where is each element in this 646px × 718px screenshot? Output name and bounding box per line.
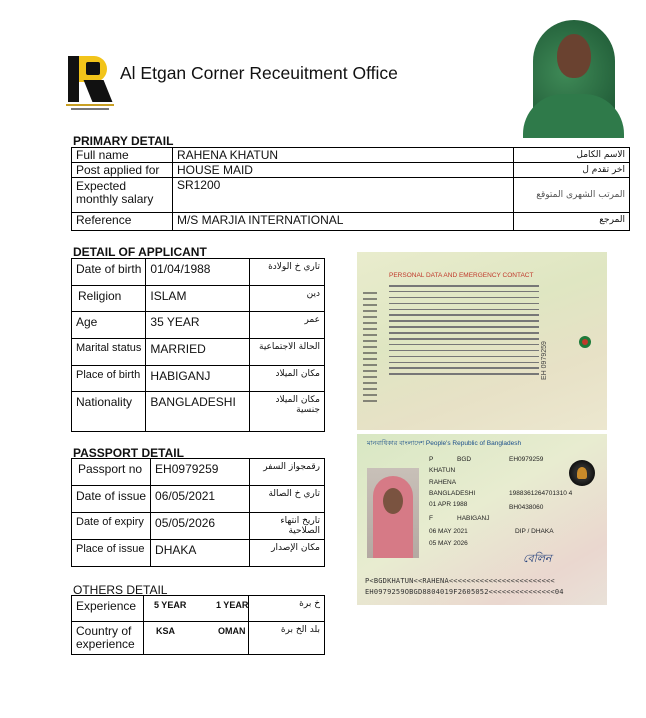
field-value: ISLAM <box>146 285 250 312</box>
field-value: HOUSE MAID <box>172 163 513 178</box>
field-label: Marital status <box>72 339 146 366</box>
passport-personal-no: 1988361264701310 4 <box>509 490 573 497</box>
field-label-arabic: تاري خ الولادة <box>250 259 325 286</box>
field-label-arabic: المرجع <box>514 213 630 231</box>
field-label: Religion <box>72 285 146 312</box>
passport-country-code: BGD <box>457 456 472 463</box>
table-row <box>72 163 630 178</box>
table-row <box>72 285 325 312</box>
passport-photo <box>367 468 419 558</box>
field-label: Passport no <box>72 459 151 486</box>
passport-given-name: RAHENA <box>429 479 457 486</box>
field-label-arabic: دين <box>250 285 325 312</box>
passport-previous-no: BH0438060 <box>509 504 544 511</box>
field-label-arabic: بلد الخ برة <box>249 622 325 655</box>
field-label: Post applied for <box>72 163 173 178</box>
passport-number-vertical: EH 0979259 <box>541 341 548 380</box>
field-value: BANGLADESHI <box>146 392 250 432</box>
field-label: Place of issue <box>72 540 151 567</box>
field-label: Place of birth <box>72 365 146 392</box>
passport-data-page <box>357 252 607 430</box>
table-row <box>72 486 325 513</box>
table-row <box>72 540 325 567</box>
field-label-arabic: تاري خ الصالة <box>249 486 324 513</box>
field-label-arabic: خ برة <box>249 596 325 622</box>
passport-issue-date: 06 MAY 2021 <box>429 528 468 535</box>
field-value: MARRIED <box>146 339 250 366</box>
field-label-arabic: الحالة الاجتماعية <box>250 339 325 366</box>
table-row <box>72 459 325 486</box>
primary-detail-table <box>71 147 630 231</box>
passport-scan <box>357 252 607 605</box>
field-label-arabic: مكان الميلاد جنسية <box>250 392 325 432</box>
field-label: Date of expiry <box>72 513 151 540</box>
passport-detail-table <box>71 458 325 567</box>
passport-mrz-line-1: P<BGDKHATUN<<RAHENA<<<<<<<<<<<<<<<<<<<<<<<< <box>365 577 555 585</box>
field-label: Date of issue <box>72 486 151 513</box>
passport-emblem-icon <box>569 460 595 486</box>
field-value: 01/04/1988 <box>146 259 250 286</box>
field-label-arabic: رقمجواز السفر <box>249 459 324 486</box>
bangladesh-flag-icon <box>579 336 591 348</box>
passport-type: P <box>429 456 434 463</box>
passport-sex: F <box>429 515 433 522</box>
field-value: HABIGANJ <box>146 365 250 392</box>
field-label-arabic: عمر <box>250 312 325 339</box>
others-detail-table <box>71 595 325 655</box>
table-row <box>72 148 630 163</box>
experience-value-1: 5 YEAR <box>153 600 187 610</box>
passport-authority: DIP / DHAKA <box>515 528 554 535</box>
field-label-arabic: مكان الإصدار <box>249 540 324 567</box>
company-name: Al Etgan Corner Receuitment Office <box>120 63 398 83</box>
field-label: Country of experience <box>72 622 144 655</box>
field-label-arabic: اخر تقدم ل <box>514 163 630 178</box>
passport-signature: বেলিন <box>523 553 552 565</box>
table-row <box>72 312 325 339</box>
company-logo <box>68 56 112 110</box>
country-value-1: KSA <box>155 626 175 636</box>
field-label: Age <box>72 312 146 339</box>
field-value: 06/05/2021 <box>151 486 250 513</box>
passport-detail-title: PASSPORT DETAIL <box>73 446 184 460</box>
table-row <box>72 596 325 622</box>
field-value: EH0979259 <box>151 459 250 486</box>
applicant-photo <box>523 14 624 138</box>
applicant-detail-title: DETAIL OF APPLICANT <box>73 245 207 259</box>
passport-number: EH0979259 <box>509 456 544 463</box>
field-value: 35 YEAR <box>146 312 250 339</box>
field-value <box>143 622 248 655</box>
passport-header: মানবাধিকার বাংলাদেশ People's Republic of Bangladesh <box>367 440 522 447</box>
field-value: SR1200 <box>172 178 513 213</box>
field-label: Date of birth <box>72 259 146 286</box>
passport-mrz-line-2: EH0979259OBGD8804019F2605052<<<<<<<<<<<<<<<04 <box>365 588 564 596</box>
field-label-arabic: المرتب الشهرى المتوقع <box>514 178 630 213</box>
applicant-detail-table <box>71 258 325 432</box>
field-label-arabic: الاسم الكامل <box>514 148 630 163</box>
passport-surname: KHATUN <box>429 467 456 474</box>
table-row <box>72 259 325 286</box>
table-row <box>72 339 325 366</box>
field-label: Experience <box>72 596 144 622</box>
table-row <box>72 392 325 432</box>
passport-pob: HABIGANJ <box>457 515 490 522</box>
table-row <box>72 365 325 392</box>
experience-value-2: 1 YEAR <box>215 600 249 610</box>
field-label-arabic: مكان الميلاد <box>250 365 325 392</box>
passport-nationality: BANGLADESHI <box>429 490 476 497</box>
field-label: Expected monthly salary <box>72 178 173 213</box>
table-row <box>72 513 325 540</box>
primary-detail-title: PRIMARY DETAIL <box>73 134 174 148</box>
field-value <box>143 596 248 622</box>
others-detail-title: OTHERS DETAIL <box>73 583 168 597</box>
field-label-arabic: تاريخ انتهاء الصلاحية <box>249 513 324 540</box>
field-value: M/S MARJIA INTERNATIONAL <box>172 213 513 231</box>
passport-page-title: PERSONAL DATA AND EMERGENCY CONTACT <box>389 272 534 279</box>
field-value: DHAKA <box>151 540 250 567</box>
table-row <box>72 213 630 231</box>
field-value: 05/05/2026 <box>151 513 250 540</box>
field-label: Full name <box>72 148 173 163</box>
table-row <box>72 178 630 213</box>
passport-dob: 01 APR 1988 <box>429 501 468 508</box>
field-label: Reference <box>72 213 173 231</box>
field-label: Nationality <box>72 392 146 432</box>
table-row <box>72 622 325 655</box>
country-value-2: OMAN <box>217 626 246 636</box>
field-value: RAHENA KHATUN <box>172 148 513 163</box>
passport-expiry-date: 05 MAY 2026 <box>429 540 468 547</box>
